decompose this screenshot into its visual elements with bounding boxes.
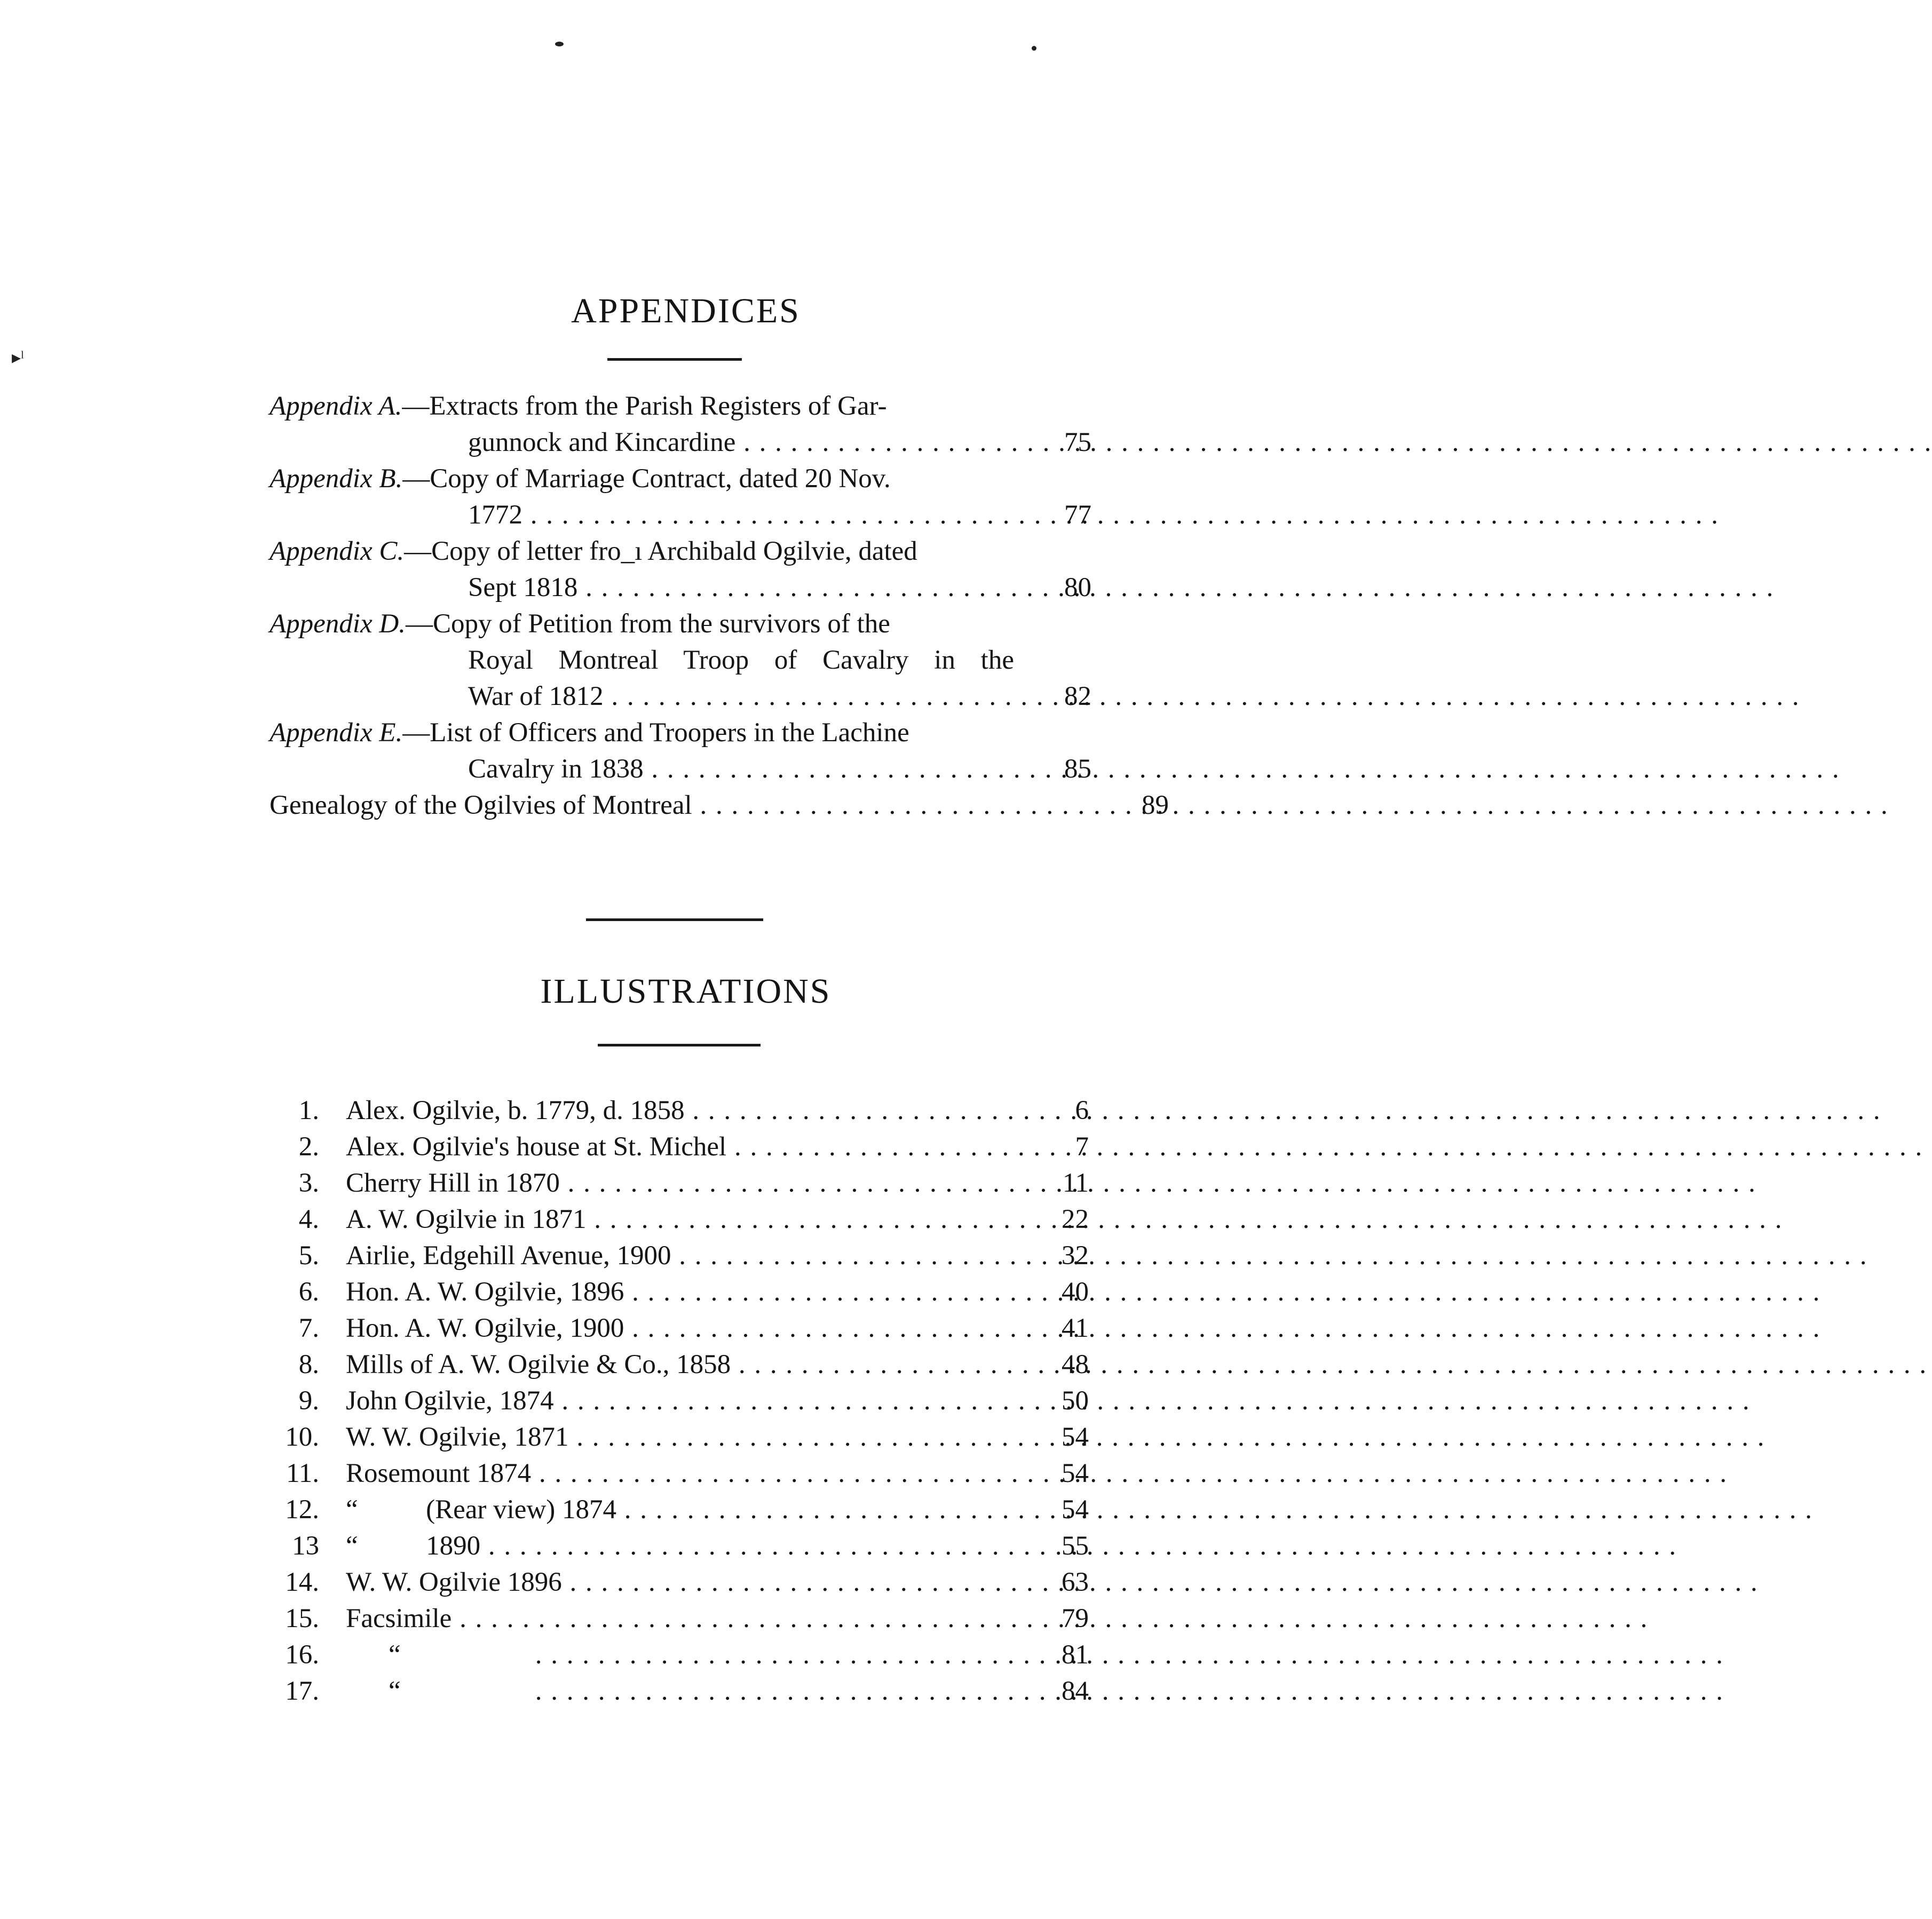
illustration-page: 11 (1062, 1168, 1089, 1198)
top-right-speck (1032, 46, 1036, 51)
genealogy-text: Genealogy of the Ogilvies of Montreal . . . (270, 790, 1889, 820)
illustration-title: Alex. Ogilvie, b. 1779, d. 1858 . . . (346, 1096, 1881, 1125)
illustration-title: John Ogilvie, 1874 . . . (346, 1386, 1751, 1416)
appendix-text: War of 1812 . . . (468, 681, 1800, 711)
appendix-c-entry[interactable] (270, 533, 1091, 606)
illustration-page: 54 (1062, 1495, 1089, 1525)
illustration-page: 54 (1062, 1458, 1089, 1488)
appendix-page: 75 (1064, 427, 1091, 457)
appendix-label: Appendix A. (270, 391, 402, 421)
illustration-row[interactable] (278, 1238, 1089, 1274)
illustration-title: Facsimile . . . (346, 1604, 1648, 1633)
appendices-list (270, 388, 1169, 823)
margin-mark: ▸ˡ (12, 348, 24, 368)
appendix-text: —Copy of letter fro_ı Archibald Ogilvie, dated (404, 536, 917, 566)
appendix-text: 1772 . . . (468, 500, 1719, 530)
appendix-text: —Extracts from the Parish Registers of Gar- (402, 391, 887, 421)
illustration-title: Mills of A. W. Ogilvie & Co., 1858 . . . (346, 1350, 1927, 1379)
appendix-label: Appendix E. (270, 718, 403, 748)
appendices-heading: APPENDICES (571, 291, 801, 330)
illustration-number: 8. (298, 1350, 319, 1379)
top-left-speck (555, 42, 564, 46)
illustration-page: 48 (1062, 1350, 1089, 1379)
illustration-page: 50 (1062, 1386, 1089, 1416)
illustration-title: Airlie, Edgehill Avenue, 1900 . . . (346, 1241, 1868, 1271)
illustration-number: 3. (298, 1168, 319, 1198)
appendix-label: Appendix C. (270, 536, 405, 566)
illustration-title: A. W. Ogilvie in 1871 . . . (346, 1204, 1783, 1234)
genealogy-entry[interactable] (270, 787, 1169, 823)
illustration-row[interactable] (278, 1165, 1089, 1201)
illustration-row[interactable] (278, 1092, 1089, 1129)
illustration-row[interactable] (278, 1201, 1089, 1238)
appendix-text: Royal Montreal Troop of Cavalry in the (468, 645, 1014, 675)
appendix-d-entry[interactable] (270, 606, 1091, 715)
illustration-page: 41 (1062, 1313, 1089, 1343)
illustration-row[interactable] (278, 1564, 1089, 1600)
illustration-title: “ (389, 1640, 401, 1670)
appendix-text: —Copy of Marriage Contract, dated 20 Nov. (402, 464, 891, 494)
illustration-row[interactable] (278, 1274, 1089, 1310)
illustration-page: 22 (1062, 1204, 1089, 1234)
illustration-page: 7 (1075, 1132, 1089, 1162)
appendix-page: 82 (1064, 681, 1091, 711)
illustration-row[interactable] (278, 1383, 1089, 1419)
illustration-number: 12. (285, 1495, 319, 1525)
illustration-row[interactable] (278, 1455, 1089, 1492)
illustration-number: 11. (286, 1458, 319, 1488)
illustration-title: “ (Rear view) 1874 . . . (346, 1495, 1813, 1525)
illustration-page: 79 (1062, 1604, 1089, 1633)
appendix-page: 80 (1064, 573, 1091, 602)
illustration-title: Cherry Hill in 1870 . . . (346, 1168, 1756, 1198)
illustration-page: 6 (1075, 1096, 1089, 1125)
appendices-rule (607, 358, 742, 361)
illustration-row[interactable] (278, 1346, 1089, 1383)
appendix-label: Appendix D. (270, 609, 406, 639)
illustration-title: Alex. Ogilvie's house at St. Michel . . . (346, 1132, 1923, 1162)
appendix-a-entry[interactable] (270, 388, 1091, 461)
illustration-title: “ 1890 . . . (346, 1531, 1677, 1561)
illustrations-heading: ILLUSTRATIONS (540, 972, 832, 1011)
illustration-row[interactable] (278, 1600, 1089, 1637)
illustration-row[interactable] (278, 1492, 1089, 1528)
illustration-number: 15. (285, 1604, 319, 1633)
appendix-text: gunnock and Kincardine . . . (468, 427, 1932, 457)
illustration-number: 17. (285, 1676, 319, 1706)
illustration-title: Hon. A. W. Ogilvie, 1900 . . . (346, 1313, 1820, 1343)
illustration-number: 14. (285, 1567, 319, 1597)
illustration-page: 63 (1062, 1567, 1089, 1597)
illustration-page: 32 (1062, 1241, 1089, 1271)
illustrations-rule (598, 1044, 761, 1046)
illustration-page: 81 (1062, 1640, 1089, 1670)
illustration-title: “ (389, 1676, 401, 1706)
illustration-page: 54 (1062, 1422, 1089, 1452)
illustration-row[interactable] (278, 1637, 1089, 1673)
illustration-title: Rosemount 1874 . . . (346, 1458, 1728, 1488)
illustration-number: 16. (285, 1640, 319, 1670)
genealogy-page: 89 (1142, 790, 1169, 820)
illustration-page: 40 (1062, 1277, 1089, 1307)
illustration-number: 4. (298, 1204, 319, 1234)
illustration-number: 5. (298, 1241, 319, 1271)
illustration-row[interactable] (278, 1419, 1089, 1455)
appendix-text: —List of Officers and Troopers in the Lachine (402, 718, 909, 748)
illustration-title: W. W. Ogilvie 1896 . . . (346, 1567, 1759, 1597)
illustrations-list (278, 1092, 1089, 1709)
illustration-number: 13 (292, 1531, 319, 1561)
illustration-number: 2. (298, 1132, 319, 1162)
illustration-number: 6. (298, 1277, 319, 1307)
illustration-number: 10. (285, 1422, 319, 1452)
appendix-page: 85 (1064, 754, 1091, 784)
illustration-title: Hon. A. W. Ogilvie, 1896 . . . (346, 1277, 1820, 1307)
appendix-text: Sept 1818 . . . (468, 573, 1774, 602)
illustration-number: 7. (298, 1313, 319, 1343)
illustration-row[interactable] (278, 1673, 1089, 1709)
appendix-b-entry[interactable] (270, 461, 1091, 533)
illustration-row[interactable] (278, 1528, 1089, 1564)
appendix-e-entry[interactable] (270, 715, 1091, 787)
appendix-page: 77 (1064, 500, 1091, 530)
appendix-text: —Copy of Petition from the survivors of the (405, 609, 890, 639)
illustration-row[interactable] (278, 1310, 1089, 1346)
illustration-title: W. W. Ogilvie, 1871 . . . (346, 1422, 1765, 1452)
illustration-page: 55 (1062, 1531, 1089, 1561)
illustration-number: 1. (298, 1096, 319, 1125)
illustration-page: 84 (1062, 1676, 1089, 1706)
illustration-row[interactable] (278, 1129, 1089, 1165)
section-divider (586, 918, 763, 921)
appendix-text: Cavalry in 1838 . . . (468, 754, 1840, 784)
illustration-number: 9. (298, 1386, 319, 1416)
appendix-label: Appendix B. (270, 464, 403, 494)
